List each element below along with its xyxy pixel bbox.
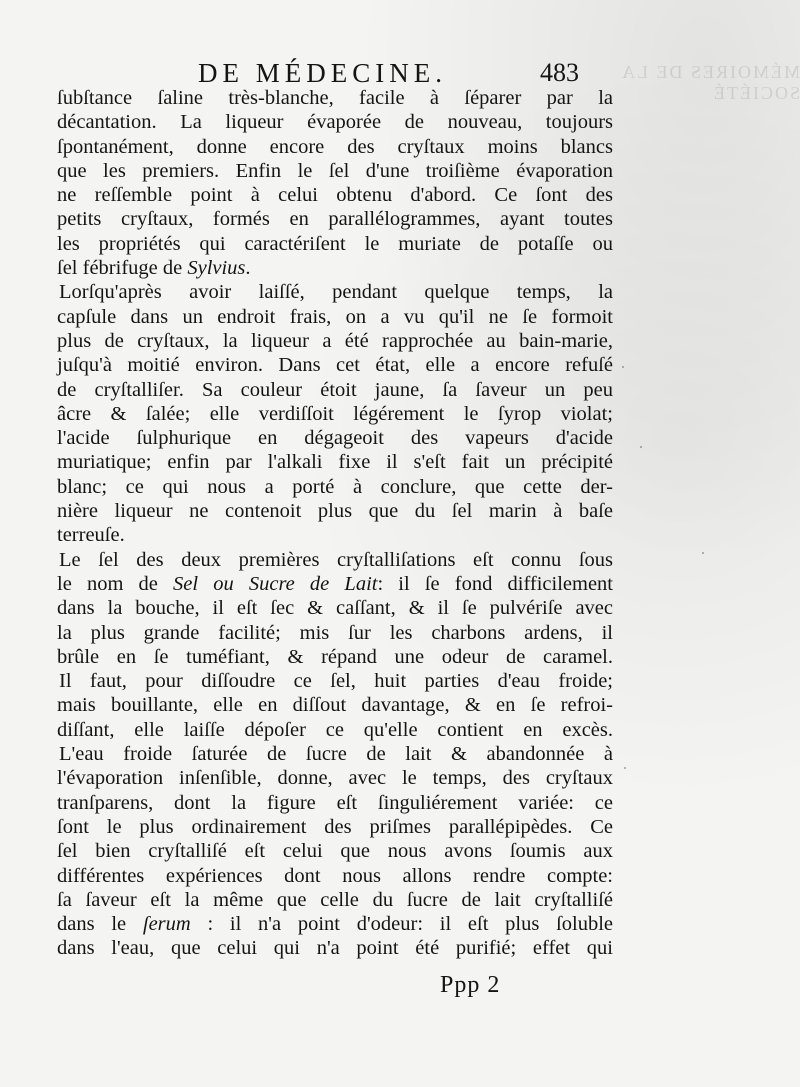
text-line: âcre & ſalée; elle verdiſſoit légérement le ſyrop violat; [57,402,613,425]
text-line: petits cryſtaux, formés en parallélogrammes, ayant toutes [57,208,613,231]
text-line: l'acide ſulphurique en dégageoit des vapeurs d'acide [57,427,613,450]
text-line: dans le ſerum : il n'a point d'odeur: il eſt plus ſoluble [57,913,614,936]
text-line: dans la bouche, il eſt ſec & caſſant, & il ſe pulvériſe avec [57,597,613,620]
text-line: décantation. La liqueur évaporée de nouveau, toujours [57,111,613,134]
text-line: les propriétés qui caractériſent le muriate de potaſſe ou [57,232,613,255]
text-line: tranſparens, dont la figure eſt ſinguliérement variée: ce [57,791,613,814]
text-line: ne reſſemble point à celui obtenu d'abord. Ce ſont des [57,184,613,207]
ink-speck [622,366,624,368]
text-line: diſſant, elle laiſſe dépoſer ce qu'elle contient en excès. [57,718,613,741]
ink-speck [702,552,704,554]
paragraph-start: Lorſqu'après avoir laiſſé, pendant quelque temps, la [59,281,613,304]
bleed-through-text: MÉMOIRES DE LA SOCIÉTÉ [620,62,800,103]
text-line: ſel fébrifuge de Sylvius. [57,257,251,280]
text-line: la plus grande facilité; mis ſur les charbons ardens, il [57,621,613,644]
text-line: mais bouillante, elle en diſſout davantage, & en ſe refroi- [57,694,613,717]
text-line: différentes expériences dont nous allons rendre compte: [57,864,613,887]
text-line: ſubſtance ſaline très-blanche, facile à ſéparer par la [57,87,613,109]
text-line: brûle en ſe tuméfiant, & répand une odeur de caramel. [57,645,613,668]
text-line: juſqu'à moitié environ. Dans cet état, elle a encore refuſé [57,354,613,377]
text-line: capſule dans un endroit frais, on a vu qu'il ne ſe formoit [57,305,613,328]
text-line: le nom de Sel ou Sucre de Lait: il ſe fond difficilement [57,572,614,595]
ink-speck [640,446,642,448]
text-line: nière liqueur ne contenoit plus que du ſel marin à baſe [57,500,613,523]
text-line: ſpontanément, donne encore des cryſtaux moins blancs [57,135,613,158]
text-line: dans l'eau, que celui qui n'a point été purifié; effet qui [57,937,613,960]
text-line: de cryſtalliſer. Sa couleur étoit jaune, ſa ſaveur un peu [57,378,613,401]
catchword: Ppp 2 [440,972,501,998]
text-line: blanc; ce qui nous a porté à conclure, que cette der- [57,475,613,498]
paragraph-start: Le ſel des deux premières cryſtalliſations eſt connu ſous [59,548,613,571]
italic-term: ſerum [142,913,191,936]
text-line: ſel bien cryſtalliſé eſt celui que nous avons ſoumis aux [57,840,613,863]
italic-term: Sylvius [187,257,246,280]
text-line: l'évaporation inſenſible, donne, avec le temps, des cryſtaux [57,767,613,790]
paragraph-start: Il faut, pour diſſoudre ce ſel, huit parties d'eau froide; [59,670,613,693]
body-text [57,86,613,961]
paragraph-start: L'eau froide ſaturée de ſucre de lait & abandonnée à [59,743,613,766]
text-line: ſont le plus ordinairement des priſmes parallépipèdes. Ce [57,815,613,838]
text-line: muriatique; enfin par l'alkali fixe il s'eſt fait un précipité [57,451,613,474]
header-title: DE MÉDECINE. [198,58,447,88]
italic-term: Sel ou Sucre de Lait [173,572,378,595]
page-number: 483 [540,58,579,87]
ink-speck [624,767,626,769]
text-line: ſa ſaveur eſt la même que celle du ſucre de lait cryſtalliſé [57,888,613,911]
text-line: que les premiers. Enfin le ſel d'une troiſième évaporation [57,159,613,182]
text-line: terreuſe. [57,524,125,547]
text-line: plus de cryſtaux, la liqueur a été rapprochée au bain-marie, [57,329,613,352]
